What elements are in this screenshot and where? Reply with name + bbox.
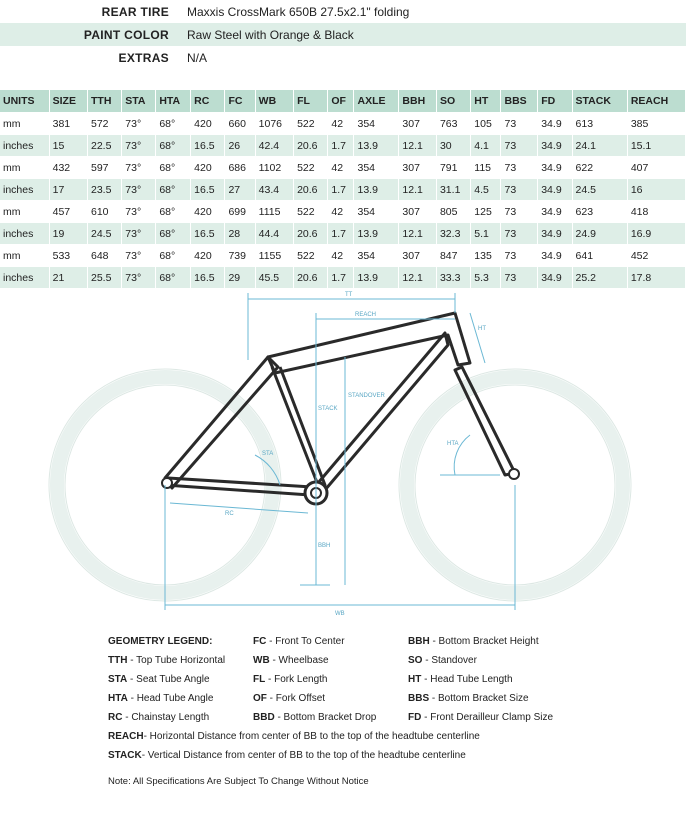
table-cell: 432 — [49, 157, 87, 179]
table-cell: 73 — [501, 113, 538, 135]
table-cell: 73° — [122, 179, 156, 201]
legend-entry: SO - Standover — [408, 655, 477, 666]
table-cell: 17 — [49, 179, 87, 201]
legend-entry: WB - Wheelbase — [253, 655, 329, 666]
table-cell: 42.4 — [255, 135, 293, 157]
column-header: HT — [471, 90, 501, 113]
table-cell: 660 — [225, 113, 255, 135]
table-cell: 33.3 — [436, 267, 470, 289]
table-cell: 533 — [49, 245, 87, 267]
table-cell: 407 — [627, 157, 685, 179]
geometry-legend — [108, 632, 678, 765]
table-cell: 522 — [294, 113, 328, 135]
bike-diagram-svg — [0, 285, 686, 620]
spec-list — [0, 0, 686, 69]
table-cell: 381 — [49, 113, 87, 135]
spec-label: REAR TIRE — [101, 4, 169, 19]
table-cell: 4.1 — [471, 135, 501, 157]
table-cell: 791 — [436, 157, 470, 179]
geometry-table — [0, 90, 686, 289]
legend-entry: HTA - Head Tube Angle — [108, 693, 214, 704]
table-cell: inches — [0, 267, 49, 289]
table-cell: 354 — [354, 201, 399, 223]
table-cell: 34.9 — [538, 113, 572, 135]
front-axle — [509, 469, 519, 479]
table-cell: 5.3 — [471, 267, 501, 289]
table-cell: mm — [0, 157, 49, 179]
table-cell: 354 — [354, 157, 399, 179]
table-cell: 610 — [88, 201, 122, 223]
label-standover: STANDOVER — [348, 393, 385, 399]
table-cell: 648 — [88, 245, 122, 267]
table-cell: 28 — [225, 223, 255, 245]
table-cell: mm — [0, 201, 49, 223]
table-cell: 34.9 — [538, 201, 572, 223]
table-cell: 34.9 — [538, 135, 572, 157]
label-reach: REACH — [355, 312, 377, 318]
table-cell: 20.6 — [294, 135, 328, 157]
table-cell: 13.9 — [354, 223, 399, 245]
table-cell: 73° — [122, 245, 156, 267]
table-cell: 12.1 — [399, 267, 437, 289]
table-cell: 847 — [436, 245, 470, 267]
column-header: HTA — [156, 90, 191, 113]
table-cell: 16.9 — [627, 223, 685, 245]
legend-reach: REACH - Horizontal Distance from center of BB to the top of the headtube centerline — [108, 731, 480, 742]
column-header: STACK — [572, 90, 627, 113]
table-cell: 32.3 — [436, 223, 470, 245]
column-header: FC — [225, 90, 255, 113]
legend-stack: STACK - Vertical Distance from center of BB to the top of the headtube centerline — [108, 750, 466, 761]
table-cell: 4.5 — [471, 179, 501, 201]
table-cell: 15.1 — [627, 135, 685, 157]
label-wb: WB — [335, 611, 345, 617]
legend-entry: TTH - Top Tube Horizontal — [108, 655, 226, 666]
table-cell: 44.4 — [255, 223, 293, 245]
legend-row — [108, 670, 678, 689]
column-header: BBH — [399, 90, 437, 113]
table-cell: 22.5 — [88, 135, 122, 157]
table-cell: 73° — [122, 157, 156, 179]
table-cell: 26 — [225, 135, 255, 157]
table-cell: 21 — [49, 267, 87, 289]
table-cell: 73 — [501, 135, 538, 157]
table-cell: 622 — [572, 157, 627, 179]
table-cell: 20.6 — [294, 223, 328, 245]
table-cell: 34.9 — [538, 157, 572, 179]
table-cell: 16.5 — [191, 267, 225, 289]
table-cell: 68° — [156, 267, 191, 289]
table-cell: 68° — [156, 157, 191, 179]
table-cell: 34.9 — [538, 267, 572, 289]
table-cell: 13.9 — [354, 135, 399, 157]
table-cell: 307 — [399, 245, 437, 267]
spec-row-paint-color — [0, 23, 686, 46]
table-cell: 73° — [122, 267, 156, 289]
legend-entry: GEOMETRY LEGEND: — [108, 636, 213, 647]
table-cell: 105 — [471, 113, 501, 135]
table-cell: 16.5 — [191, 223, 225, 245]
legend-entry: RC - Chainstay Length — [108, 712, 210, 723]
table-cell: 68° — [156, 179, 191, 201]
table-cell: 5.1 — [471, 223, 501, 245]
table-cell: 27 — [225, 179, 255, 201]
label-stack: STACK — [318, 406, 338, 412]
rear-axle — [162, 478, 172, 488]
table-cell: 24.5 — [572, 179, 627, 201]
table-cell: 522 — [294, 201, 328, 223]
table-row — [0, 201, 686, 223]
table-cell: 42 — [328, 201, 354, 223]
label-tt: TT — [345, 292, 353, 298]
table-cell: 739 — [225, 245, 255, 267]
table-cell: 24.1 — [572, 135, 627, 157]
legend-entry: FD - Front Derailleur Clamp Size — [408, 712, 554, 723]
column-header: SIZE — [49, 90, 87, 113]
table-cell: 73 — [501, 201, 538, 223]
label-ht: HT — [478, 326, 486, 332]
table-cell: 42 — [328, 245, 354, 267]
table-row — [0, 135, 686, 157]
spec-row-rear-tire — [0, 0, 686, 23]
spec-row-extras — [0, 46, 686, 69]
spec-value: Raw Steel with Orange & Black — [187, 27, 354, 42]
table-cell: 43.4 — [255, 179, 293, 201]
table-cell: 805 — [436, 201, 470, 223]
column-header: RC — [191, 90, 225, 113]
table-cell: inches — [0, 135, 49, 157]
table-cell: 68° — [156, 201, 191, 223]
table-row — [0, 223, 686, 245]
geometry-body — [0, 113, 686, 289]
table-cell: 16.5 — [191, 179, 225, 201]
legend-entry: STA - Seat Tube Angle — [108, 674, 210, 685]
table-cell: 125 — [471, 201, 501, 223]
table-cell: 641 — [572, 245, 627, 267]
column-header: UNITS — [0, 90, 49, 113]
table-cell: 385 — [627, 113, 685, 135]
table-cell: inches — [0, 223, 49, 245]
column-header: SO — [436, 90, 470, 113]
table-cell: 1076 — [255, 113, 293, 135]
table-cell: 1.7 — [328, 135, 354, 157]
table-cell: mm — [0, 113, 49, 135]
table-cell: 16.5 — [191, 135, 225, 157]
table-cell: 19 — [49, 223, 87, 245]
table-cell: 20.6 — [294, 179, 328, 201]
table-cell: 623 — [572, 201, 627, 223]
table-cell: 73° — [122, 113, 156, 135]
table-cell: 12.1 — [399, 135, 437, 157]
table-cell: 23.5 — [88, 179, 122, 201]
table-cell: 73 — [501, 245, 538, 267]
table-cell: 13.9 — [354, 267, 399, 289]
table-cell: 686 — [225, 157, 255, 179]
table-cell: 115 — [471, 157, 501, 179]
table-row — [0, 157, 686, 179]
table-cell: 12.1 — [399, 179, 437, 201]
table-cell: 307 — [399, 157, 437, 179]
table-cell: 73 — [501, 267, 538, 289]
table-cell: 420 — [191, 113, 225, 135]
table-cell: 24.9 — [572, 223, 627, 245]
table-cell: 25.2 — [572, 267, 627, 289]
table-cell: 34.9 — [538, 245, 572, 267]
label-bbh: BBH — [318, 543, 331, 549]
label-rc: RC — [225, 511, 234, 517]
table-cell: 420 — [191, 201, 225, 223]
geometry-header-row — [0, 90, 686, 113]
legend-entry: FL - Fork Length — [253, 674, 328, 685]
table-cell: 522 — [294, 157, 328, 179]
column-header: FD — [538, 90, 572, 113]
legend-entry: OF - Fork Offset — [253, 693, 326, 704]
table-cell: 24.5 — [88, 223, 122, 245]
table-row — [0, 113, 686, 135]
column-header: BBS — [501, 90, 538, 113]
label-hta: HTA — [447, 441, 459, 447]
table-cell: 522 — [294, 245, 328, 267]
table-cell: 17.8 — [627, 267, 685, 289]
table-cell: 418 — [627, 201, 685, 223]
table-cell: 597 — [88, 157, 122, 179]
legend-row — [108, 651, 678, 670]
table-cell: 1102 — [255, 157, 293, 179]
table-cell: 73° — [122, 201, 156, 223]
table-cell: 354 — [354, 245, 399, 267]
spec-label: EXTRAS — [118, 50, 169, 65]
column-header: WB — [255, 90, 293, 113]
legend-row — [108, 632, 678, 651]
table-cell: 15 — [49, 135, 87, 157]
bike-geometry-diagram — [0, 285, 686, 620]
table-cell: 420 — [191, 245, 225, 267]
table-cell: 73 — [501, 179, 538, 201]
table-cell: 73 — [501, 223, 538, 245]
table-cell: 135 — [471, 245, 501, 267]
spec-label: PAINT COLOR — [83, 27, 169, 42]
column-header: FL — [294, 90, 328, 113]
table-cell: 354 — [354, 113, 399, 135]
spec-value: Maxxis CrossMark 650B 27.5x2.1" folding — [187, 4, 410, 19]
table-row — [0, 179, 686, 201]
column-header: TTH — [88, 90, 122, 113]
table-cell: 613 — [572, 113, 627, 135]
table-cell: 457 — [49, 201, 87, 223]
table-cell: 34.9 — [538, 179, 572, 201]
table-cell: 29 — [225, 267, 255, 289]
table-cell: 68° — [156, 245, 191, 267]
column-header: REACH — [627, 90, 685, 113]
table-cell: 1.7 — [328, 223, 354, 245]
table-cell: 452 — [627, 245, 685, 267]
table-row — [0, 245, 686, 267]
table-cell: 420 — [191, 157, 225, 179]
table-cell: 73° — [122, 135, 156, 157]
table-cell: 31.1 — [436, 179, 470, 201]
legend-entry: BBS - Bottom Bracket Size — [408, 693, 529, 704]
table-cell: 45.5 — [255, 267, 293, 289]
legend-entry: BBH - Bottom Bracket Height — [408, 636, 539, 647]
table-cell: 699 — [225, 201, 255, 223]
table-cell: 1.7 — [328, 267, 354, 289]
column-header: STA — [122, 90, 156, 113]
table-cell: 68° — [156, 223, 191, 245]
table-cell: 34.9 — [538, 223, 572, 245]
table-cell: 30 — [436, 135, 470, 157]
table-cell: 572 — [88, 113, 122, 135]
table-cell: 73 — [501, 157, 538, 179]
table-cell: 20.6 — [294, 267, 328, 289]
disclaimer-note: Note: All Specifications Are Subject To Change Without Notice — [108, 776, 369, 787]
table-cell: 1115 — [255, 201, 293, 223]
table-cell: 25.5 — [88, 267, 122, 289]
legend-entry: FC - Front To Center — [253, 636, 345, 647]
table-cell: 68° — [156, 113, 191, 135]
table-cell: inches — [0, 179, 49, 201]
table-cell: 1.7 — [328, 179, 354, 201]
table-cell: 42 — [328, 157, 354, 179]
table-cell: 73° — [122, 223, 156, 245]
table-cell: 42 — [328, 113, 354, 135]
table-cell: 307 — [399, 113, 437, 135]
column-header: AXLE — [354, 90, 399, 113]
table-cell: 763 — [436, 113, 470, 135]
legend-row — [108, 708, 678, 727]
column-header: OF — [328, 90, 354, 113]
legend-entry: HT - Head Tube Length — [408, 674, 513, 685]
table-cell: 13.9 — [354, 179, 399, 201]
table-cell: mm — [0, 245, 49, 267]
spec-value: N/A — [187, 50, 208, 65]
label-sta: STA — [262, 451, 274, 457]
table-cell: 12.1 — [399, 223, 437, 245]
table-cell: 307 — [399, 201, 437, 223]
bike-frame — [165, 313, 515, 495]
table-cell: 16 — [627, 179, 685, 201]
table-cell: 1155 — [255, 245, 293, 267]
legend-row — [108, 689, 678, 708]
table-cell: 68° — [156, 135, 191, 157]
legend-entry: BBD - Bottom Bracket Drop — [253, 712, 377, 723]
